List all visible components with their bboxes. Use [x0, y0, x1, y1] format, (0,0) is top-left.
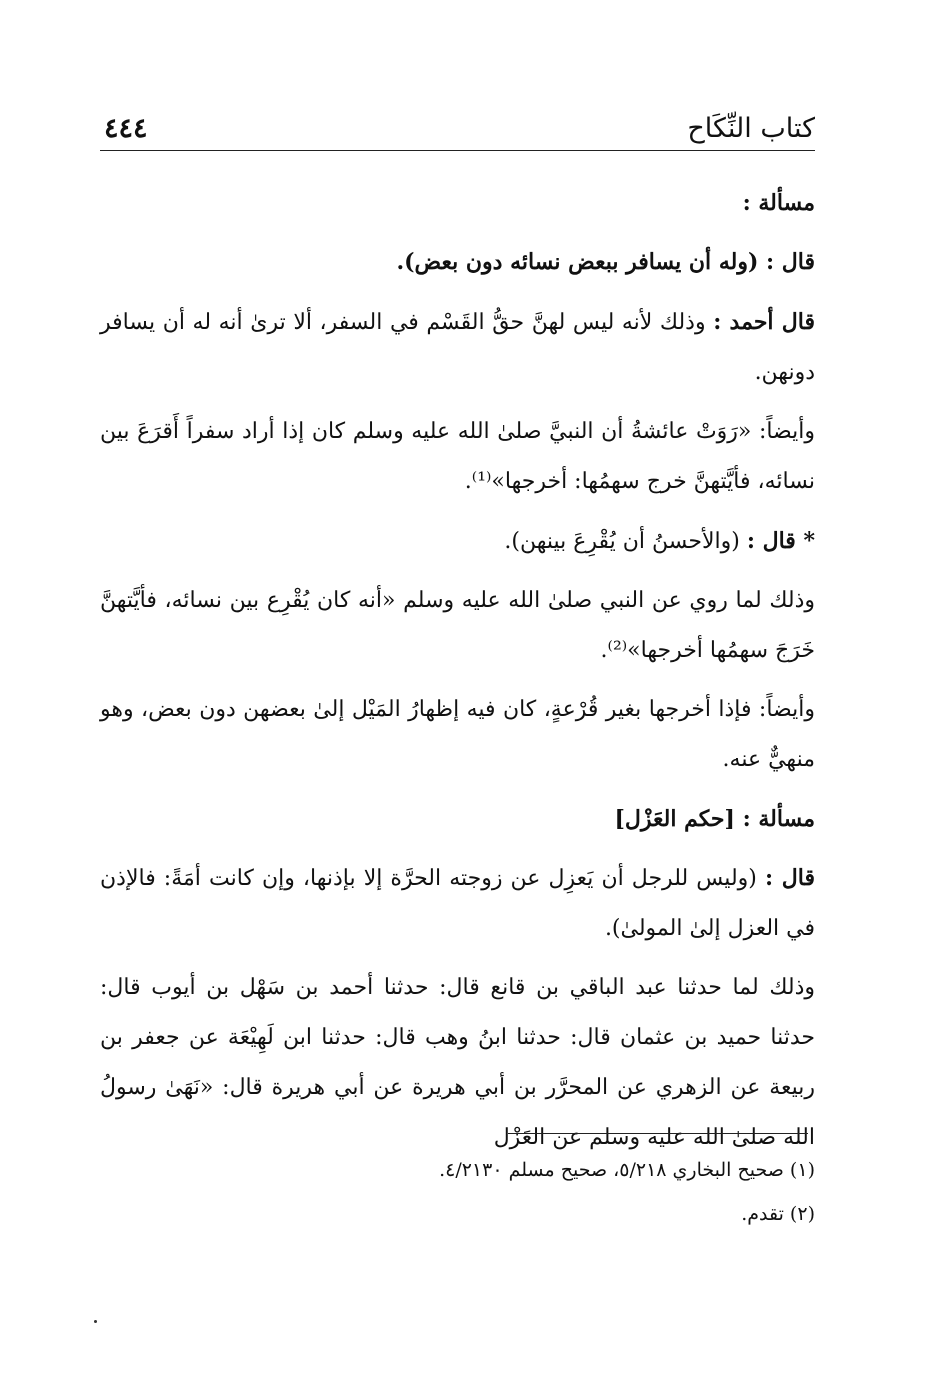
page-header: [100, 100, 815, 151]
paragraph: [100, 297, 815, 398]
paragraph-label: قال :: [764, 865, 816, 891]
paragraph-text: (وله أن يسافر ببعض نسائه دون بعض).: [396, 249, 767, 275]
paragraph-label: * قال :: [746, 528, 815, 554]
paragraph-label: قال :: [766, 249, 815, 275]
scan-speck: [94, 1320, 97, 1323]
paragraph: [100, 237, 815, 288]
footnote-divider: [508, 1133, 808, 1134]
paragraph: وأيضاً: «رَوَتْ عائشةُ أن النبيَّ صلىٰ الله عليه وسلم كان إذا أراد سفراً أَقرَعَ بين نسائه، فأيَّتهنَّ خرج سهمُها: أخرجها»⁽¹⁾.: [100, 419, 815, 494]
paragraph: وذلك لما حدثنا عبد الباقي بن قانع قال: حدثنا أحمد بن سَهْل بن أيوب قال: حدثنا حميد بن عثمان قال: حدثنا ابنُ وهب قال: حدثنا ابن لَهِيْعَة عن جعفر بن ربيعة عن الزهري عن المحرَّر بن أبي هريرة عن أبي هريرة قال: «نَهَىٰ رسولُ الله صلىٰ الله عليه وسلم عن العَزْل: [100, 975, 815, 1150]
paragraph-text: (وليس للرجل أن يَعزِل عن زوجته الحرَّة إلا بإذنها، وإن كانت أمَةً: فالإذن في العزل إلىٰ المولىٰ).: [100, 866, 815, 941]
footnote: (١) صحيح البخاري ٥/٢١٨، صحيح مسلم ٤/٢١٣٠.: [439, 1159, 815, 1181]
paragraph-label: قال أحمد :: [713, 309, 815, 335]
paragraph: وأيضاً: فإذا أخرجها بغير قُرْعةٍ، كان فيه إظهارُ المَيْل إلىٰ بعضهن دون بعض، وهو منهيٌّ عنه.: [100, 697, 815, 772]
paragraph: وذلك لما روي عن النبي صلىٰ الله عليه وسلم «أنه كان يُقْرِع بين نسائه، فأيَّتهنَّ خَرَجَ سهمُها أخرجها»⁽²⁾.: [100, 588, 815, 663]
paragraph-text: وذلك لأنه ليس لهنَّ حقُّ القَسْم في السفر، ألا ترىٰ أنه له أن يسافر دونهن.: [100, 310, 815, 385]
main-text: [100, 178, 815, 1172]
section-heading: مسألة :: [742, 190, 815, 216]
footnotes: [100, 1148, 815, 1236]
paragraph: [100, 853, 815, 954]
paragraph: [100, 516, 815, 567]
paragraph-text: (والأحسنُ أن يُقْرِعَ بينهن).: [504, 529, 747, 554]
section-heading: مسألة : [حكم العَزْل]: [614, 806, 815, 832]
page-number: ٤٤٤: [104, 113, 148, 144]
footnote: (٢) تقدم.: [741, 1203, 815, 1225]
running-title: كتاب النِّكَاح: [687, 113, 815, 144]
